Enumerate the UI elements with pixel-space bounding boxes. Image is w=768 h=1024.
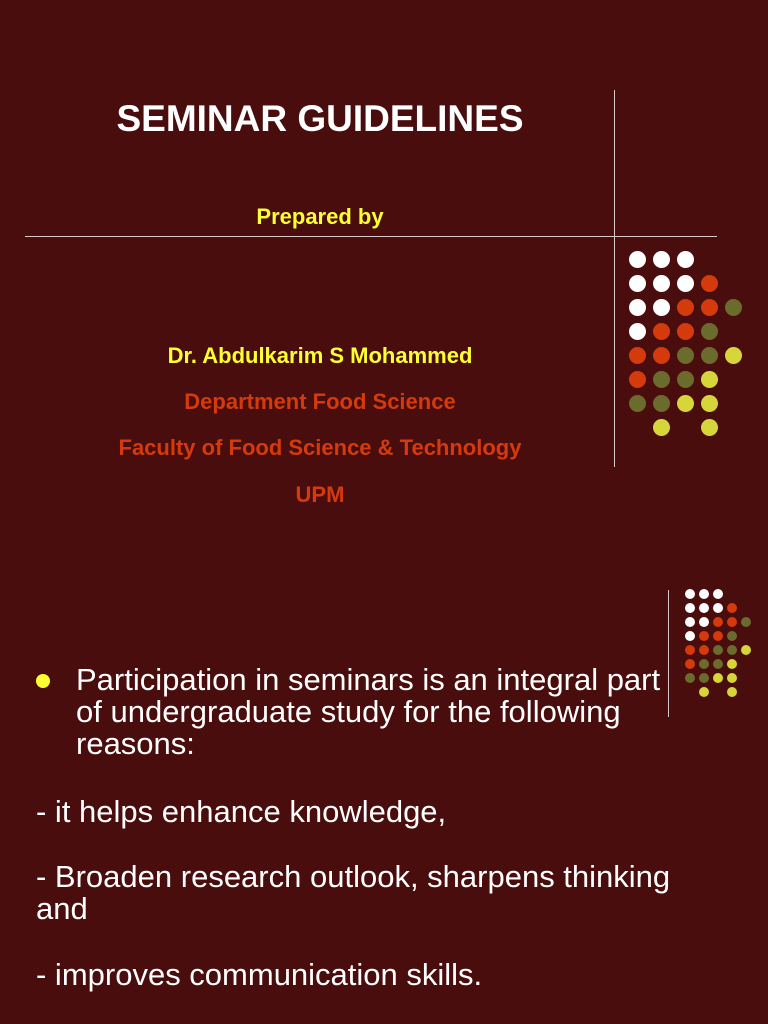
decorative-dot xyxy=(713,673,723,683)
decorative-dot xyxy=(713,617,723,627)
decorative-dot xyxy=(699,645,709,655)
decorative-dot xyxy=(685,673,695,683)
author-name: Dr. Abdulkarim S Mohammed xyxy=(167,343,473,368)
slide-title: SEMINAR GUIDELINES xyxy=(116,98,524,139)
decorative-dot xyxy=(727,687,737,697)
decorative-dot xyxy=(685,617,695,627)
decorative-dot xyxy=(653,299,670,316)
decorative-dot xyxy=(653,371,670,388)
decorative-dot xyxy=(713,645,723,655)
decorative-dot xyxy=(629,275,646,292)
decorative-dot xyxy=(629,371,646,388)
decorative-dot xyxy=(677,251,694,268)
decorative-dot xyxy=(677,347,694,364)
decorative-dot xyxy=(701,371,718,388)
decorative-dot xyxy=(677,395,694,412)
decorative-dot xyxy=(629,347,646,364)
decorative-dot xyxy=(727,659,737,669)
decorative-dot xyxy=(699,659,709,669)
decorative-dot xyxy=(685,603,695,613)
decorative-dot xyxy=(699,589,709,599)
decorative-dot xyxy=(677,371,694,388)
reason-item-2: - Broaden research outlook, sharpens thinking and xyxy=(36,859,671,926)
decorative-dot xyxy=(699,687,709,697)
decorative-dot xyxy=(713,659,723,669)
decorative-dot xyxy=(741,645,751,655)
decorative-dot xyxy=(725,299,742,316)
decorative-dot xyxy=(701,419,718,436)
decorative-dot xyxy=(701,347,718,364)
decorative-dot xyxy=(685,589,695,599)
decorative-dot xyxy=(685,645,695,655)
decorative-dot xyxy=(653,347,670,364)
decorative-dot xyxy=(629,395,646,412)
decorative-dot xyxy=(727,645,737,655)
decorative-dot xyxy=(701,299,718,316)
decorative-dot xyxy=(701,395,718,412)
decorative-dot xyxy=(699,603,709,613)
decorative-dot xyxy=(727,631,737,641)
decorative-dot xyxy=(713,603,723,613)
decorative-dot xyxy=(677,275,694,292)
decorative-dot xyxy=(685,659,695,669)
decorative-dot xyxy=(699,631,709,641)
decorative-dot xyxy=(727,673,737,683)
decorative-dot xyxy=(629,323,646,340)
decorative-dot xyxy=(653,275,670,292)
decorative-dot xyxy=(629,251,646,268)
decorative-dot xyxy=(701,323,718,340)
decorative-dot xyxy=(653,395,670,412)
decorative-dot xyxy=(699,617,709,627)
decorative-dot xyxy=(677,299,694,316)
decorative-dot xyxy=(629,299,646,316)
decorative-dot xyxy=(727,617,737,627)
decorative-dot xyxy=(727,603,737,613)
faculty-name: Faculty of Food Science & Technology xyxy=(118,435,522,460)
decorative-dot xyxy=(653,419,670,436)
bullet-icon xyxy=(36,674,50,688)
decorative-dot xyxy=(653,323,670,340)
decorative-dot xyxy=(699,673,709,683)
decorative-dot xyxy=(713,631,723,641)
decorative-dot xyxy=(725,347,742,364)
bullet-paragraph: Participation in seminars is an integral part of undergraduate study for the following reasons: xyxy=(76,662,661,761)
prepared-by-label: Prepared by xyxy=(256,204,384,229)
vertical-divider-bottom xyxy=(668,590,669,717)
department-name: Department Food Science xyxy=(184,389,456,414)
decorative-dot xyxy=(685,631,695,641)
decorative-dot xyxy=(713,589,723,599)
decorative-dot xyxy=(677,323,694,340)
decorative-dot xyxy=(701,275,718,292)
decorative-dot xyxy=(741,617,751,627)
reason-item-3: - improves communication skills. xyxy=(36,957,483,992)
university-name: UPM xyxy=(295,482,345,507)
reason-item-1: - it helps enhance knowledge, xyxy=(36,794,447,829)
decorative-dot xyxy=(653,251,670,268)
